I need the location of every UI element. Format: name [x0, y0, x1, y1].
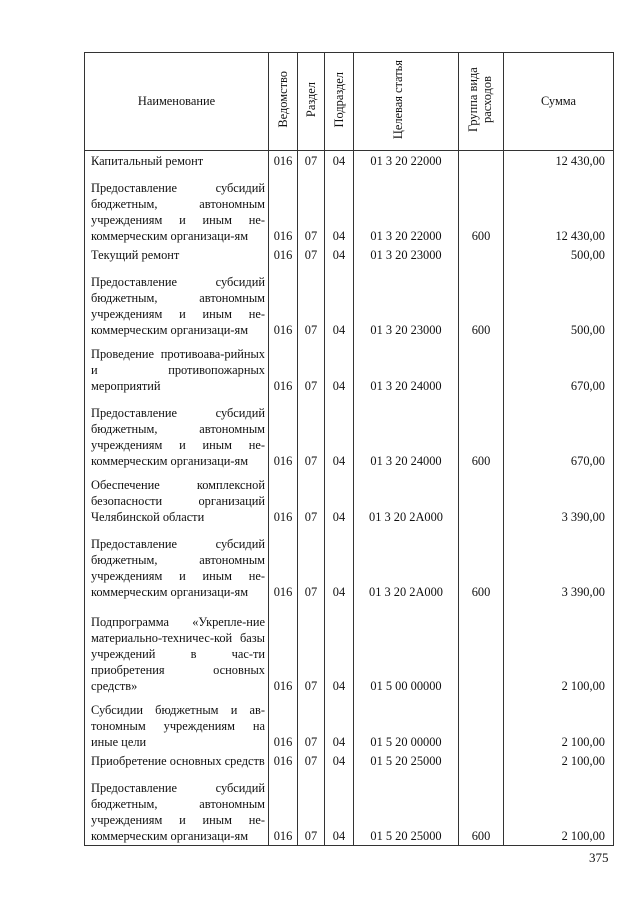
- cell-razdel: 07: [298, 264, 325, 339]
- cell-celevaya: 01 3 20 24000: [354, 339, 459, 395]
- cell-celevaya: 01 5 20 25000: [354, 751, 459, 770]
- cell-podrazdel: 04: [325, 601, 354, 695]
- table-row: [85, 526, 614, 601]
- table-body: [85, 151, 614, 846]
- page-number: 375: [589, 850, 609, 865]
- cell-gruppa: [459, 751, 504, 770]
- cell-gruppa: [459, 470, 504, 526]
- cell-razdel: 07: [298, 470, 325, 526]
- header-gruppa: Группа вида расходов: [466, 67, 494, 132]
- cell-ved: 016: [269, 151, 298, 170]
- cell-name: Текущий ремонт: [85, 245, 269, 264]
- cell-celevaya: 01 3 20 23000: [354, 264, 459, 339]
- cell-ved: 016: [269, 245, 298, 264]
- table-row: [85, 170, 614, 245]
- cell-summa: 670,00: [504, 395, 614, 470]
- cell-summa: 12 430,00: [504, 170, 614, 245]
- cell-podrazdel: 04: [325, 395, 354, 470]
- table-header: [85, 53, 614, 151]
- cell-name: Капитальный ремонт: [85, 151, 269, 170]
- cell-gruppa: [459, 339, 504, 395]
- cell-name: Приобретение основных средств: [85, 751, 269, 770]
- cell-summa: 2 100,00: [504, 770, 614, 846]
- header-razdel: Раздел: [304, 81, 318, 118]
- cell-razdel: 07: [298, 339, 325, 395]
- cell-ved: 016: [269, 770, 298, 846]
- cell-razdel: 07: [298, 695, 325, 751]
- cell-podrazdel: 04: [325, 151, 354, 170]
- cell-podrazdel: 04: [325, 695, 354, 751]
- header-podrazdel-cell: [325, 53, 354, 151]
- cell-name: Предоставление субсидий бюджетным, автономным учреждениям и иным не-коммерческим организаци-ям: [85, 264, 269, 339]
- header-celevaya: Целевая статья: [391, 59, 405, 140]
- cell-podrazdel: 04: [325, 245, 354, 264]
- cell-gruppa: 600: [459, 264, 504, 339]
- cell-summa: 500,00: [504, 245, 614, 264]
- cell-ved: 016: [269, 751, 298, 770]
- cell-gruppa: 600: [459, 395, 504, 470]
- cell-podrazdel: 04: [325, 339, 354, 395]
- cell-ved: 016: [269, 339, 298, 395]
- cell-ved: 016: [269, 526, 298, 601]
- budget-table: [84, 52, 614, 846]
- table-row: [85, 245, 614, 264]
- cell-podrazdel: 04: [325, 751, 354, 770]
- cell-name: Обеспечение комплексной безопасности организаций Челябинской области: [85, 470, 269, 526]
- table-row: [85, 751, 614, 770]
- cell-razdel: 07: [298, 395, 325, 470]
- cell-summa: 2 100,00: [504, 601, 614, 695]
- cell-name: Предоставление субсидий бюджетным, автономным учреждениям и иным не-коммерческим организаци-ям: [85, 170, 269, 245]
- table-row: [85, 695, 614, 751]
- cell-ved: 016: [269, 695, 298, 751]
- header-podrazdel: Подраздел: [332, 71, 346, 128]
- cell-podrazdel: 04: [325, 470, 354, 526]
- cell-celevaya: 01 3 20 22000: [354, 151, 459, 170]
- cell-name: Предоставление субсидий бюджетным, автономным учреждениям и иным не-коммерческим организаци-ям: [85, 770, 269, 846]
- cell-razdel: 07: [298, 170, 325, 245]
- cell-ved: 016: [269, 470, 298, 526]
- table-row: [85, 470, 614, 526]
- cell-summa: 12 430,00: [504, 151, 614, 170]
- cell-gruppa: [459, 601, 504, 695]
- table-row: [85, 264, 614, 339]
- header-summa: Сумма: [504, 53, 614, 151]
- cell-celevaya: 01 5 00 00000: [354, 601, 459, 695]
- cell-razdel: 07: [298, 751, 325, 770]
- cell-ved: 016: [269, 170, 298, 245]
- table-row: [85, 601, 614, 695]
- header-name: Наименование: [85, 53, 269, 151]
- cell-razdel: 07: [298, 526, 325, 601]
- cell-celevaya: 01 3 20 24000: [354, 395, 459, 470]
- cell-summa: 2 100,00: [504, 695, 614, 751]
- cell-podrazdel: 04: [325, 770, 354, 846]
- cell-summa: 500,00: [504, 264, 614, 339]
- table-row: [85, 339, 614, 395]
- cell-gruppa: [459, 151, 504, 170]
- header-celevaya-cell: [354, 53, 459, 151]
- cell-celevaya: 01 3 20 2А000: [354, 526, 459, 601]
- table-row: [85, 395, 614, 470]
- cell-celevaya: 01 3 20 2А000: [354, 470, 459, 526]
- cell-razdel: 07: [298, 151, 325, 170]
- cell-summa: 670,00: [504, 339, 614, 395]
- cell-gruppa: [459, 695, 504, 751]
- table-row: [85, 770, 614, 846]
- cell-summa: 3 390,00: [504, 470, 614, 526]
- cell-celevaya: 01 3 20 23000: [354, 245, 459, 264]
- cell-summa: 3 390,00: [504, 526, 614, 601]
- header-gruppa-cell: [459, 53, 504, 151]
- cell-name: Предоставление субсидий бюджетным, автономным учреждениям и иным не-коммерческим организаци-ям: [85, 395, 269, 470]
- cell-celevaya: 01 3 20 22000: [354, 170, 459, 245]
- cell-name: Субсидии бюджетным и ав-тономным учреждениям на иные цели: [85, 695, 269, 751]
- header-razdel-cell: [298, 53, 325, 151]
- cell-summa: 2 100,00: [504, 751, 614, 770]
- cell-celevaya: 01 5 20 25000: [354, 770, 459, 846]
- cell-razdel: 07: [298, 245, 325, 264]
- cell-ved: 016: [269, 395, 298, 470]
- cell-ved: 016: [269, 601, 298, 695]
- cell-gruppa: 600: [459, 526, 504, 601]
- cell-ved: 016: [269, 264, 298, 339]
- cell-celevaya: 01 5 20 00000: [354, 695, 459, 751]
- header-ved: Ведомство: [276, 71, 290, 128]
- cell-gruppa: 600: [459, 170, 504, 245]
- cell-gruppa: [459, 245, 504, 264]
- table-row: [85, 151, 614, 170]
- cell-name: Предоставление субсидий бюджетным, автономным учреждениям и иным не-коммерческим организаци-ям: [85, 526, 269, 601]
- cell-podrazdel: 04: [325, 264, 354, 339]
- cell-gruppa: 600: [459, 770, 504, 846]
- cell-podrazdel: 04: [325, 170, 354, 245]
- cell-podrazdel: 04: [325, 526, 354, 601]
- header-ved-cell: [269, 53, 298, 151]
- cell-razdel: 07: [298, 770, 325, 846]
- cell-name: Подпрограмма «Укрепле-ние материально-техничес-кой базы учреждений в час-ти приобретения основных средств»: [85, 601, 269, 695]
- cell-name: Проведение противоава-рийных и противопожарных мероприятий: [85, 339, 269, 395]
- cell-razdel: 07: [298, 601, 325, 695]
